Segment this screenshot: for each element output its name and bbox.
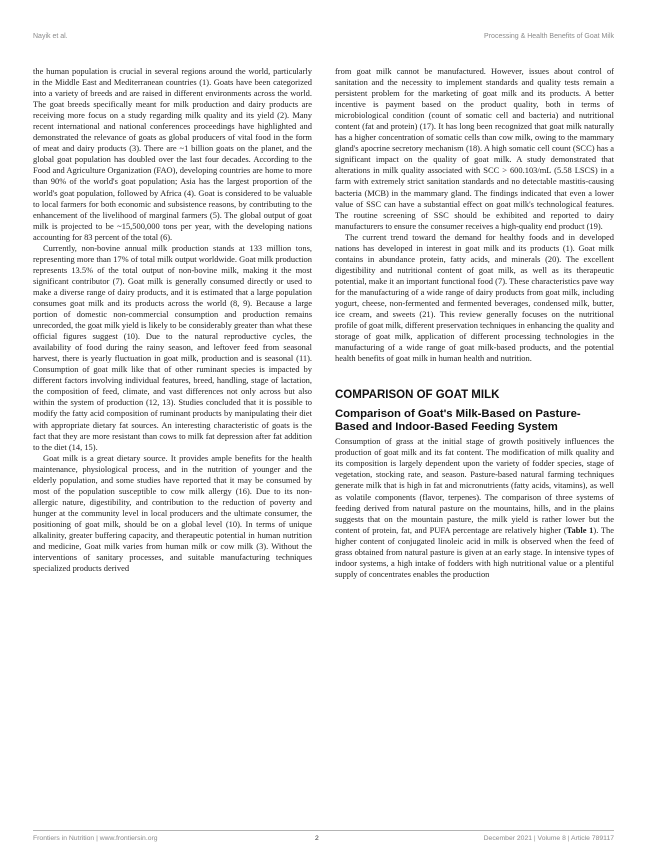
footer-citation: December 2021 | Volume 8 | Article 789117 — [483, 835, 614, 842]
paragraph-3-start: Consumption of grass at the initial stage of growth positively influences the production of goat milk and its fat content. The modification of milk quality and its composition is largely dependent upon the variety of fodder species, stage of vegetation, stocking rate, and season. Pasture-based natural farming techniques generate milk that is high in fat and micronutrients (fatty acids, vitamins), as well as volatile components (flavor, terpenes). The comparison of three systems of feeding derived from natural pasture on the mountains, hills, and in the plains suggests that on the mountain pasture, the milk yield is rather lower but the content of protein, fat, and PUFA percentage are relatively higher ( — [335, 436, 614, 535]
right-paragraph-3 — [335, 436, 614, 580]
left-column — [33, 66, 312, 826]
left-paragraph-2: Currently, non-bovine annual milk production stands at 133 million tons, representing more than 17% of total milk output worldwide. Goat milk production represents 13.5% of the total output of non-bovine milk, making it the most significant contributor (7). Goat milk is generally consumed directly or used to make a diverse range of dairy products, and it is estimated that a large population consumes goat milk and its products across the world (8, 9). Because a large portion of domestic non-commercial consumption and production remains unrecorded, the goat milk yield is likely to be considerably greater than what these official figures suggest (10). Due to the natural reproductive cycles, the availability of food during the rainy season, and leftover feed from seasonal harvest, there is yearly fluctuation in goat milk, production and is seasonal (11). Consumption of goat milk like that of other ruminant species is impacted by different factors involving individual features, breed, handling, stage of lactation, the composition of feed, climate, and vast differences not only across but also within the system of production (12, 13). Studies concluded that it is possible to modify the fatty acid composition of ruminant products by manipulating their diet with appropriate dietary fat sources. An interesting characteristic of goats is the fact that they are more resistant than cows to milk fat depression after fat addition to the diet (14, 15). — [33, 242, 312, 452]
right-paragraph-1: from goat milk cannot be manufactured. However, issues about control of sanitation and the necessity to implement standards and quality tests remain a persistent problem for the marketing of goat milk and its products. A better incentive is payment based on the product quality, both in terms of microbiological condition (count of somatic cell and bacteria) and nutritional content (fat and protein) (17). It has long been recognized that goat milk naturally has a higher concentration of somatic cells than cow milk, owing to the mammary gland's apocrine secretory mechanism (18). A high somatic cell count (SCC) has a significant impact on the quality of goat milk. A study demonstrated that alterations in milk quality associated with SCC > 600.103/mL (5.58 LSCS) in a farm with extremely strict sanitation standards and no detectable mastitis-causing bacteria (MCB) in the mammary gland. The findings indicated that even a lower value of SSC can have a substantial effect on goat milk's technological features. The routine screening of SSC should be exhibited and reported to dairy manufacturers to ensure the consumer receives a high-quality end product (19). — [335, 66, 614, 231]
page-number: 2 — [315, 835, 319, 842]
footer-journal: Frontiers in Nutrition | www.frontiersin.org — [33, 835, 158, 842]
right-column — [335, 66, 614, 826]
paragraph-3-end: ). The higher content of conjugated linoleic acid in milk is observed when the feed of grass obtained from natural pasture is given at an early stage. In intensive types of indoor systems, a high intake of fodders with high nutritional value or a plentiful supply of concentrates enables the production — [335, 524, 614, 579]
header-authors: Nayik et al. — [33, 33, 68, 40]
left-paragraph-3: Goat milk is a great dietary source. It provides ample benefits for the health maintenance, physiological process, and in the nutrition of younger and the elderly population, and some studies have reported that it may be consumed by most of the population susceptible to cow milk allergy (16). Due to its non-allergic nature, digestibility, and contribution to the reduction of poverty and hunger at the community level in local producers and the ultimate consumer, the positioning of goat milk, should be on a global level (10). In terms of unique alkalinity, greater buffering capacity, and therapeutic potential in human nutrition and medicine, Goat milk varies from human milk or cow milk (3). Without the interventions of sanitary processes, and suitable manufacturing techniques specialized products derived — [33, 452, 312, 574]
right-paragraph-2: The current trend toward the demand for healthy foods and in developed nations has developed in interest in goat milk and its products (1). Goat milk contains in abundance protein, fatty acids, and minerals (20). The excellent digestibility and nutritional content of goat milk, as well as its therapeutic potential, make it an important functional food (7). These characteristics pave way for the manufacturing of a wide range of dairy products from goat milk, including yogurt, cheese, non-fermented and fermented beverages, condensed milk, butter, ice cream, and sweets (21). This review generally focuses on the nutritional profile of goat milk, different preservation techniques in enhancing the quality and storage of goat milk, application of different processing technologies in the manufacturing of a wide range of goat milk-based products, and the potential health benefits of goat milk in human health and nutrition. — [335, 231, 614, 364]
page-footer — [33, 835, 614, 845]
running-header — [33, 33, 614, 45]
section-heading: COMPARISON OF GOAT MILK — [335, 389, 500, 402]
footer-divider — [33, 830, 614, 831]
table-1-link[interactable]: Table 1 — [566, 524, 594, 535]
subsection-heading: Comparison of Goat's Milk-Based on Pasture-Based and Indoor-Based Feeding System — [335, 408, 581, 433]
left-paragraph-1: the human population is crucial in several regions around the world, particularly in the Middle East and Mediterranean countries (1). Goats have been categorized into a variety of breeds and are raised in different environments across the world. The goat breeds specifically meant for milk production and dairy products are receiving more focus on a study regarding milk quality and its yield (2). Many recent international and national conferences proceedings have highlighted and demonstrated the relevance of goats as global producers of vital food in the form of meat and dairy products (3). There are ~1 billion goats on the planet, and the global goat population has doubled over the last four decades. According to the Food and Agriculture Organization (FAO), developing countries are home to more than 90% of the world's goat population; Asia has the largest proportion of the world's goat population, followed by Africa (4). Goat is considered to be valuable to local farmers for both economic and subsistence reasons, by contributing to the enhancement of the livelihood of marginal farmers (5). The global output of goat milk is projected to be ~15,500,000 tons per year, with the developing nations accounting for 83 percent of the total (6). — [33, 66, 312, 242]
header-title: Processing & Health Benefits of Goat Milk — [484, 33, 614, 40]
